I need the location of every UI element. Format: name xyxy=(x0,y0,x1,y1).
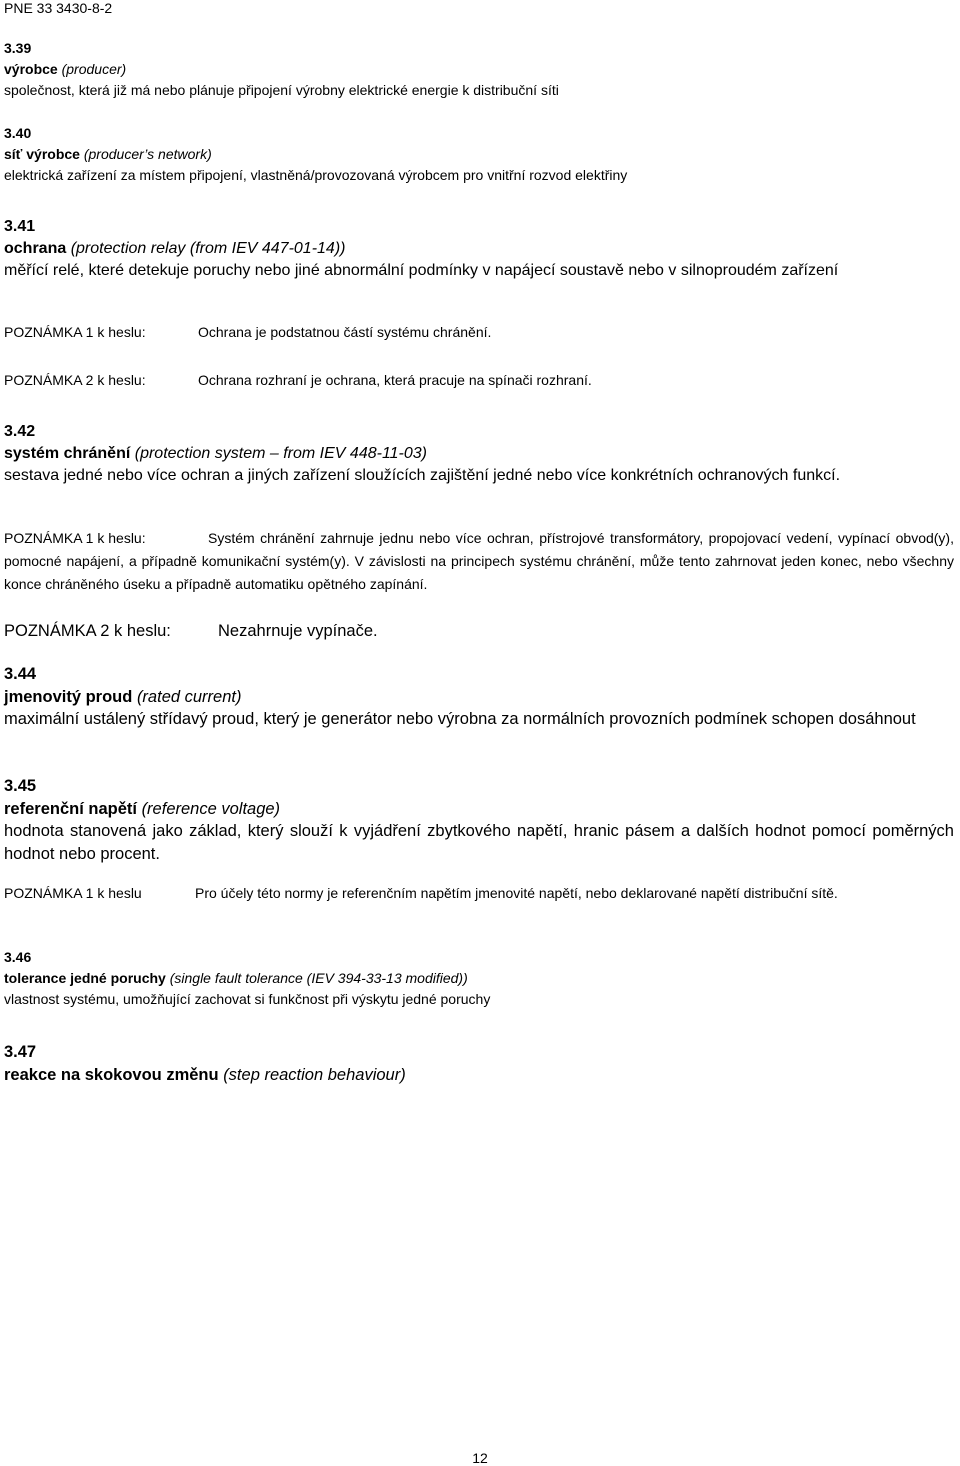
entry-3-44 xyxy=(4,663,954,731)
entry-definition: hodnota stanovená jako základ, který slouží k vyjádření zbytkového napětí, hranic pásem a dalších hodnot pomocí poměrných hodnot nebo procent. xyxy=(4,822,954,863)
entry-3-46 xyxy=(4,947,954,1010)
entry-3-41 xyxy=(4,216,954,282)
entry-term xyxy=(4,144,954,165)
note-2 xyxy=(4,620,954,642)
entry-number: 3.42 xyxy=(4,423,36,440)
entry-3-45 xyxy=(4,775,954,865)
term-cs: referenční napětí xyxy=(4,799,137,818)
term-en: (protection system – from IEV 448-11-03) xyxy=(134,445,427,462)
note-label: POZNÁMKA 1 k heslu: xyxy=(4,324,146,340)
entry-definition: sestava jedné nebo více ochran a jiných zařízení sloužících zajištění jedné nebo více konkrétních ochranových funkcí. xyxy=(4,467,841,484)
note-text: Ochrana rozhraní je ochrana, která pracuje na spínači rozhraní. xyxy=(198,372,592,388)
entry-3-42 xyxy=(4,421,954,487)
term-en: (protection relay (from IEV 447-01-14)) xyxy=(70,240,346,257)
document-id: PNE 33 3430-8-2 xyxy=(4,0,113,16)
term-en: (producer) xyxy=(61,61,127,77)
term-en: (rated current) xyxy=(136,687,242,706)
entry-term xyxy=(4,238,954,260)
note-text: Systém chránění zahrnuje jednu nebo více ochran, přístrojové transformátory, propojovací vedení, vypínací obvod(y), pomocné napájení, a případně komunikační systém(y). V závislosti na principech systému chránění, může tento zahrnovat jeden konec, nebo všechny konce chráněného úseku a případně automatiku opětného zapínání. xyxy=(4,530,954,592)
term-cs: systém chránění xyxy=(4,445,131,462)
entry-term xyxy=(4,1064,954,1087)
entry-number: 3.47 xyxy=(4,1043,37,1061)
entry-definition: elektrická zařízení za místem připojení, vlastněná/provozovaná výrobcem pro vnitřní rozvod elektřiny xyxy=(4,167,628,183)
entry-3-47 xyxy=(4,1041,954,1086)
entry-number: 3.40 xyxy=(4,125,32,141)
entry-3-40 xyxy=(4,123,954,186)
entry-3-39 xyxy=(4,38,954,101)
term-en: (single fault tolerance (IEV 394-33-13 modified)) xyxy=(169,970,468,986)
term-cs: ochrana xyxy=(4,240,67,257)
term-cs: síť výrobce xyxy=(4,146,80,162)
term-cs: reakce na skokovou změnu xyxy=(4,1065,219,1084)
entry-number: 3.44 xyxy=(4,665,37,683)
term-en: (producer’s network) xyxy=(83,146,212,162)
entry-definition: společnost, která již má nebo plánuje připojení výrobny elektrické energie k distribuční síti xyxy=(4,82,559,98)
term-cs: výrobce xyxy=(4,61,58,77)
note-1 xyxy=(4,322,954,343)
entry-term xyxy=(4,59,954,80)
entry-term xyxy=(4,443,954,465)
entry-definition: maximální ustálený střídavý proud, který je generátor nebo výrobna za normálních provozních podmínek schopen dosáhnout xyxy=(4,710,916,728)
note-label: POZNÁMKA 1 k heslu xyxy=(4,885,142,901)
entry-term xyxy=(4,686,954,709)
note-2 xyxy=(4,370,954,391)
term-cs: tolerance jedné poruchy xyxy=(4,970,166,986)
note-label: POZNÁMKA 1 k heslu: xyxy=(4,530,146,546)
page-number: 12 xyxy=(472,1450,488,1466)
entry-number: 3.45 xyxy=(4,777,37,795)
entry-number: 3.39 xyxy=(4,40,32,56)
entry-definition: vlastnost systému, umožňující zachovat si funkčnost při výskytu jedné poruchy xyxy=(4,991,491,1007)
note-1 xyxy=(4,527,954,596)
note-label: POZNÁMKA 2 k heslu: xyxy=(4,622,171,640)
note-label: POZNÁMKA 2 k heslu: xyxy=(4,372,146,388)
term-en: (reference voltage) xyxy=(141,799,281,818)
term-cs: jmenovitý proud xyxy=(4,687,133,706)
entry-term xyxy=(4,798,954,821)
entry-number: 3.46 xyxy=(4,949,32,965)
entry-definition: měřící relé, které detekuje poruchy nebo jiné abnormální podmínky v napájecí soustavě nebo v silnoproudém zařízení xyxy=(4,262,839,279)
note-1 xyxy=(4,882,954,904)
entry-number: 3.41 xyxy=(4,218,36,235)
note-text: Nezahrnuje vypínače. xyxy=(218,622,378,640)
note-text: Ochrana je podstatnou částí systému chránění. xyxy=(198,324,492,340)
note-text: Pro účely této normy je referenčním napětím jmenovité napětí, nebo deklarované napětí distribuční sítě. xyxy=(195,885,838,901)
entry-term xyxy=(4,968,954,989)
term-en: (step reaction behaviour) xyxy=(223,1065,406,1084)
